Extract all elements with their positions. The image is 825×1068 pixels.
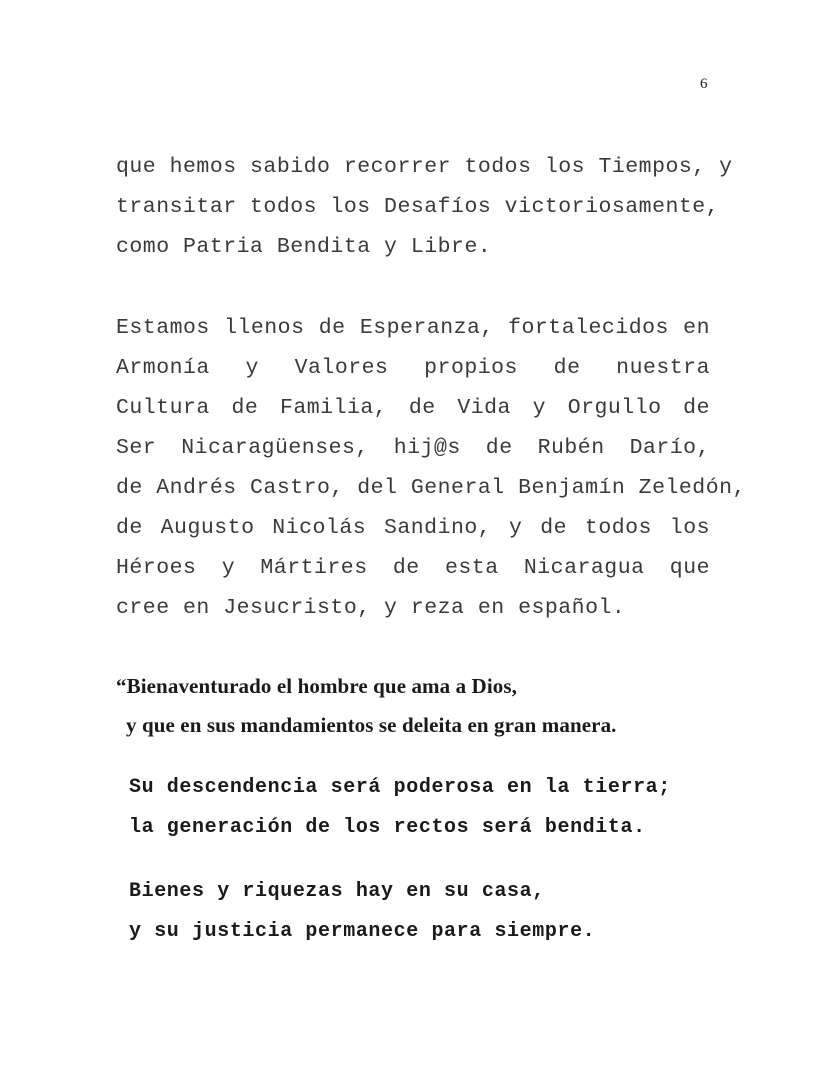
paragraph-line: como Patria Bendita y Libre. [116, 235, 492, 259]
paragraph-line: transitar todos los Desafíos victoriosamente, [116, 195, 720, 219]
quote-line: y que en sus mandamientos se deleita en gran manera. [126, 713, 617, 737]
paragraph-line: Cultura de Familia, de Vida y Orgullo de [116, 396, 710, 420]
quote-line: la generación de los rectos será bendita. [129, 816, 646, 839]
quote-line: Bienes y riquezas hay en su casa, [129, 880, 545, 903]
paragraph-line: Ser Nicaragüenses, hij@s de Rubén Darío, [116, 436, 710, 460]
quote-line: y su justicia permanece para siempre. [129, 920, 596, 943]
quote-line: Su descendencia será poderosa en la tierra; [129, 776, 671, 799]
paragraph-line: Héroes y Mártires de esta Nicaragua que [116, 556, 710, 580]
quote-line: “Bienaventurado el hombre que ama a Dios, [116, 674, 517, 698]
paragraph-line: de Augusto Nicolás Sandino, y de todos los [116, 516, 710, 540]
paragraph [116, 308, 746, 628]
paragraph-line: cree en Jesucristo, y reza en español. [116, 596, 626, 620]
page-number: 6 [700, 76, 708, 92]
paragraph-line: que hemos sabido recorrer todos los Tiempos, y [116, 155, 733, 179]
paragraph-line: Armonía y Valores propios de nuestra [116, 356, 710, 380]
paragraph-line: de Andrés Castro, del General Benjamín Zeledón, [116, 476, 746, 500]
paragraph-line: Estamos llenos de Esperanza, fortalecidos en [116, 316, 710, 340]
paragraph [116, 147, 733, 267]
